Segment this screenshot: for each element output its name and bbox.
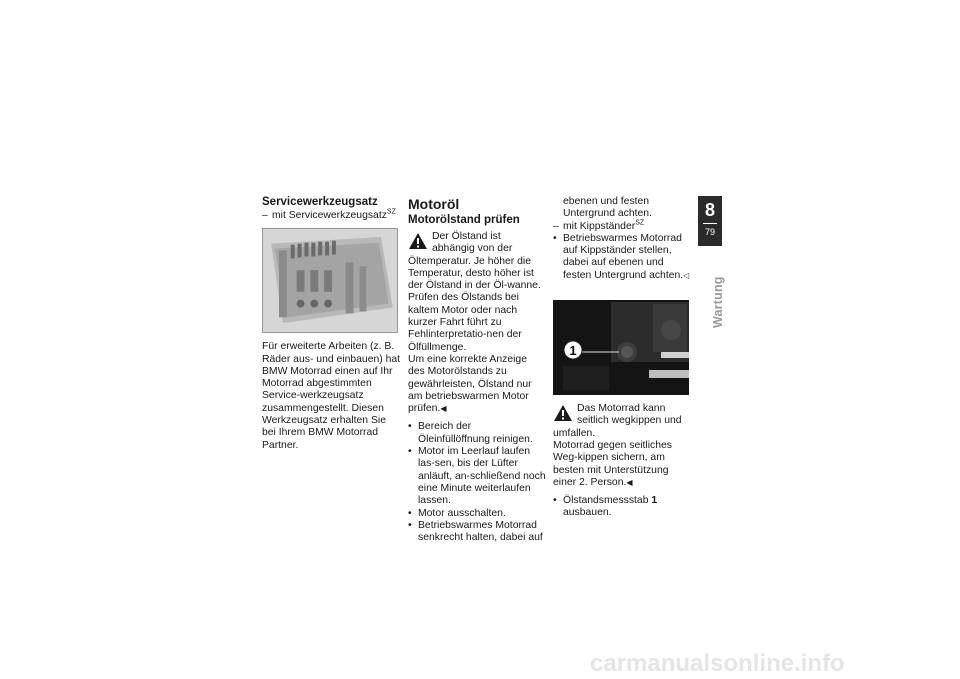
list-item <box>408 520 546 545</box>
requirement-toolkit <box>262 210 402 222</box>
warning-tipping-note <box>553 440 691 489</box>
warning-tipping <box>553 403 691 440</box>
list-item <box>408 446 546 507</box>
end-mark-icon: ◀ <box>440 404 447 414</box>
end-mark-open-icon: ◁ <box>683 270 690 280</box>
toolkit-paragraph: Für erweiterte Arbeiten (z. B. Räder aus- und einbauen) hat BMW Motorrad einen auf Ihr Motorrad abgestimmten Service-werkzeugsatz zusammengestellt. Diesen Werkzeugsatz erhalten Sie bei Ihrem BMW Motorrad Partner. <box>262 341 401 451</box>
section-heading-toolkit: Servicewerkzeugsatz <box>262 196 378 208</box>
warning-icon <box>553 404 573 422</box>
list-item <box>408 508 546 520</box>
chapter-side-title <box>704 270 725 330</box>
step-list <box>553 495 691 520</box>
step-text: Betriebswarmes Motorrad auf Kippständer stellen, dabei auf ebenen und festen Untergrund achten. <box>563 232 684 281</box>
sz-superscript: SZ <box>386 208 396 216</box>
bullet: • <box>408 446 412 458</box>
warning-oil-temperature <box>408 231 546 354</box>
sz-superscript: SZ <box>635 219 645 227</box>
requirement-kippstaender <box>553 221 691 233</box>
step-text: Ölstandsmessstab <box>563 495 649 507</box>
bullet: • <box>408 507 412 519</box>
warning-text-2: Um eine korrekte Anzeige des Motorölstands zu gewährleisten, Ölstand nur am betriebswarmen Motor prüfen. <box>408 353 532 415</box>
bullet: • <box>553 232 557 244</box>
subsection-title-check-level: Motorölstand prüfen <box>408 214 520 226</box>
bullet: • <box>408 519 412 531</box>
callout-label-1: 1 <box>569 343 577 359</box>
section-title-engine-oil: Motoröl <box>408 196 460 212</box>
toolkit-photo <box>262 228 398 333</box>
step-list <box>408 421 546 544</box>
bullet: • <box>553 495 557 507</box>
dash-marker: – <box>262 210 268 221</box>
list-item <box>553 495 691 520</box>
chapter-tab <box>698 196 722 246</box>
page-number: 79 <box>704 227 715 237</box>
step-text: Motor im Leerlauf laufen las-sen, bis der Lüfter anläuft, an-schließend noch eine Minute weiterlaufen lassen. <box>418 446 546 507</box>
warning-text: Das Motorrad kann seitlich wegkippen und umfallen. <box>553 403 682 439</box>
requirement-label: mit Servicewerkzeugsatz <box>272 210 387 221</box>
end-mark-icon: ◀ <box>626 477 633 487</box>
callout-ref: 1 <box>651 495 658 507</box>
step-text: Motor ausschalten. <box>418 507 506 519</box>
step-text: ausbauen. <box>563 507 612 519</box>
chapter-number: 8 <box>704 200 715 220</box>
spacer <box>553 282 691 294</box>
watermark: carmanualsonline.info <box>590 650 845 677</box>
requirement-label: mit Kippständer <box>563 220 636 232</box>
column-engine-oil <box>408 196 546 544</box>
column-oil-continued <box>553 196 691 520</box>
bullet: • <box>408 421 412 433</box>
divider <box>703 223 717 224</box>
oil-dipstick-photo <box>553 300 689 395</box>
column-service-toolkit <box>262 196 402 452</box>
warning-icon <box>408 232 428 250</box>
step-text: Betriebswarmes Motorrad senkrecht halten, dabei auf <box>418 519 543 544</box>
continued-text: ebenen und festen Untergrund achten. <box>563 196 652 220</box>
dash-marker: – <box>553 220 559 232</box>
list-item <box>408 421 546 446</box>
warning-oil-note <box>408 354 546 415</box>
step-text: Bereich der Öleinfüllöffnung reinigen. <box>418 421 533 445</box>
chapter-side-title-text: Wartung <box>711 276 725 328</box>
list-item <box>553 233 691 282</box>
warning-text-2: Motorrad gegen seitliches Weg-kippen sichern, am besten mit Unterstützung einer 2. Person. <box>553 439 672 488</box>
warning-text: Der Ölstand ist abhängig von der Öltemperatur. Je höher die Temperatur, desto höher ist der Ölstand in der Öl-wanne. Prüfen des Ölstands bei kaltem Motor oder nach kurzer Fahrt führt zu Fehlinterpretatio-nen der Ölfüllmenge. <box>408 231 541 353</box>
